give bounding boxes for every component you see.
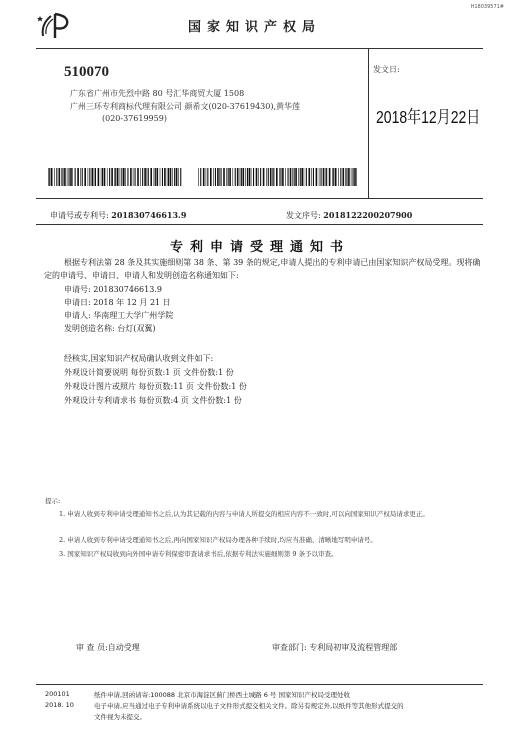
- barcode-bar: [207, 168, 208, 186]
- barcode-bar: [309, 168, 311, 186]
- document-serial-number: [286, 210, 412, 221]
- barcode-bar: [101, 168, 102, 186]
- barcode-bar: [325, 168, 326, 186]
- barcode-bar: [104, 168, 106, 186]
- barcode-bar: [59, 168, 61, 186]
- barcode-bar: [64, 168, 66, 186]
- barcode-bar: [333, 168, 334, 186]
- barcode-bar: [142, 168, 143, 186]
- barcode-bar: [311, 168, 312, 186]
- examiner: 审 查 员:自动受理: [76, 643, 140, 652]
- barcode-bar: [98, 168, 100, 186]
- barcode-bar: [130, 168, 132, 186]
- barcode-bar: [102, 168, 103, 186]
- barcode-right: [198, 168, 358, 186]
- footer-line-1: 纸件申请,回函请寄:100088 北京市海淀区蓟门桥西土城路 6 号 国家知识产权局受理处收: [94, 691, 350, 699]
- hint-item: 2. 申请人收到专利申请受理通知书之后,再向国家知识产权局办理各种手续时,均应当准确、清晰地写明申请号。: [59, 536, 377, 544]
- barcode-bar: [282, 168, 284, 186]
- barcode-bar: [249, 168, 251, 186]
- barcode-bar: [229, 168, 231, 186]
- header-divider: [368, 48, 369, 198]
- barcode-bar: [56, 168, 57, 186]
- barcode-bar: [140, 168, 141, 186]
- footer-line-3: 文件视为未提交。: [94, 713, 146, 721]
- address-line-1: 广东省广州市先烈中路 80 号汇华商贸大厦 1508: [70, 89, 245, 98]
- barcode-bar: [168, 168, 169, 186]
- barcode-bar: [121, 168, 122, 186]
- address-line-3: (020-37619959): [102, 114, 167, 123]
- barcode-bar: [92, 168, 94, 186]
- file-item: 外观设计专利请求书 每份页数:4 页 文件份数:1 份: [64, 396, 242, 405]
- barcode-bar: [178, 168, 179, 186]
- barcode-bar: [280, 168, 281, 186]
- barcode-bar: [240, 168, 241, 186]
- barcode-bar: [125, 168, 126, 186]
- barcode-bar: [123, 168, 125, 186]
- barcode-bar: [89, 168, 90, 186]
- barcode-bar: [243, 168, 245, 186]
- barcode-bar: [306, 168, 307, 186]
- barcode-bar: [176, 168, 178, 186]
- barcode-bar: [319, 168, 320, 186]
- file-item: 外观设计图片或照片 每份页数:11 页 文件份数:1 份: [64, 382, 247, 391]
- barcode-bar: [77, 168, 79, 186]
- barcode-bar: [237, 168, 239, 186]
- footer-code-2: 2018. 10: [45, 701, 74, 709]
- barcode-bar: [356, 168, 357, 186]
- barcode-bar: [155, 168, 156, 186]
- barcode-bar: [160, 168, 161, 186]
- barcode-bar: [345, 168, 346, 186]
- barcode-bar: [316, 168, 318, 186]
- barcode-bar: [148, 168, 149, 186]
- application-number: [50, 210, 186, 221]
- barcode-bar: [198, 168, 199, 186]
- field-invention-title: 发明创造名称: 台灯(双翼): [64, 324, 156, 333]
- barcode-bar: [270, 168, 272, 186]
- barcode-bar: [115, 168, 116, 186]
- barcode-bar: [251, 168, 252, 186]
- barcode-bar: [107, 168, 108, 186]
- barcode-bar: [354, 168, 356, 186]
- postcode: 510070: [64, 64, 109, 80]
- barcode-bar: [340, 168, 341, 186]
- barcode-bar: [80, 168, 81, 186]
- send-date-value: 2018年12月22日: [376, 106, 481, 127]
- barcode-bar: [51, 168, 53, 186]
- barcode-bar: [154, 168, 155, 186]
- barcode-bar: [247, 168, 248, 186]
- barcode-bar: [323, 168, 325, 186]
- barcode-bar: [61, 168, 62, 186]
- barcode-bar: [226, 168, 227, 186]
- cnipa-logo-icon: [37, 10, 73, 40]
- barcode-bar: [135, 168, 136, 186]
- barcode-bar: [245, 168, 246, 186]
- barcode-bar: [72, 168, 73, 186]
- barcode-bar: [84, 168, 86, 186]
- field-filing-date: 申请日: 2018 年 12 月 21 日: [64, 298, 171, 307]
- field-applicant: 申请人: 华南理工大学广州学院: [64, 311, 174, 320]
- barcode-bar: [273, 168, 274, 186]
- barcode-bar: [343, 168, 345, 186]
- barcode-bar: [180, 168, 181, 186]
- barcode-bar: [144, 168, 146, 186]
- barcode-bar: [221, 168, 222, 186]
- barcode-bar: [241, 168, 242, 186]
- barcode-bar: [256, 168, 258, 186]
- barcode-bar: [353, 168, 354, 186]
- barcode-bar: [332, 168, 333, 186]
- barcode-bar: [279, 168, 280, 186]
- barcode-bar: [69, 168, 70, 186]
- barcode-bar: [346, 168, 347, 186]
- barcode-bar: [235, 168, 236, 186]
- barcode-bar: [137, 168, 139, 186]
- application-number-value: 201830746613.9: [111, 210, 187, 220]
- barcode-bar: [133, 168, 134, 186]
- field-application-no: 申请号: 201830746613.9: [64, 285, 162, 294]
- barcode-bar: [94, 168, 95, 186]
- header-rule: [36, 48, 483, 49]
- barcode-bar: [253, 168, 254, 186]
- barcode-bar: [260, 168, 261, 186]
- barcode-bar: [290, 168, 292, 186]
- hint-item: 3. 国家知识产权局收到向外国申请专利保密审查请求书后,依据专利法实施细则第 9 条予以审查。: [59, 550, 338, 558]
- barcode-bar: [228, 168, 229, 186]
- barcode-bar: [162, 168, 163, 186]
- barcode-bar: [174, 168, 175, 186]
- barcode-bar: [263, 168, 265, 186]
- barcode-bar: [203, 168, 205, 186]
- barcode-bar: [114, 168, 115, 186]
- barcode-bar: [326, 168, 327, 186]
- barcode-bar: [200, 168, 201, 186]
- barcode-bar: [150, 168, 152, 186]
- barcode-bar: [111, 168, 113, 186]
- barcode-bar: [329, 168, 331, 186]
- barcode-bar: [172, 168, 173, 186]
- barcode-bar: [164, 168, 166, 186]
- intro-paragraph: 根据专利法第 28 条及其实施细则第 38 条、第 39 条的规定,申请人提出的专利申请已由国家知识产权局受理。现将确定的申请号、申请日、申请人和发明创造名称通知如下:: [44, 258, 481, 280]
- barcode-bar: [300, 168, 301, 186]
- barcode-bar: [95, 168, 96, 186]
- barcode-bar: [266, 168, 267, 186]
- barcode-bar: [258, 168, 259, 186]
- barcode-bar: [276, 168, 278, 186]
- barcode-bar: [120, 168, 121, 186]
- barcode-bar: [217, 168, 219, 186]
- barcode-bar: [88, 168, 89, 186]
- barcode-bar: [321, 168, 322, 186]
- barcode-bar: [351, 168, 352, 186]
- barcode-bar: [213, 168, 214, 186]
- barcode-bar: [127, 168, 128, 186]
- barcode-bar: [294, 168, 295, 186]
- document-serial: H18039571#: [470, 4, 504, 10]
- barcode-bar: [348, 168, 350, 186]
- footer-code-1: 200101: [45, 690, 70, 698]
- barcode-bar: [301, 168, 303, 186]
- agency-name: 国家知识产权局: [188, 20, 322, 35]
- title-rule: [36, 224, 483, 225]
- barcode-bar: [219, 168, 220, 186]
- barcode-bar: [298, 168, 299, 186]
- doc-serial-value: 2018122200207900: [323, 210, 413, 220]
- barcode-bar: [233, 168, 234, 186]
- barcode-bar: [82, 168, 83, 186]
- barcode-bar: [49, 168, 50, 186]
- barcode-bar: [147, 168, 148, 186]
- hint-item: 1. 申请人收到专利申请受理通知书之后,认为其记载的内容与申请人所提交的相应内容不一致时,可以向国家知识产权局请求更正。: [59, 510, 429, 518]
- address-line-2: 广州三环专利商标代理有限公司 颜希文(020-37619430),黄华莲: [70, 102, 301, 111]
- footer-rule: [36, 684, 483, 685]
- send-date-label: 发文日:: [373, 65, 400, 74]
- barcode-bar: [288, 168, 289, 186]
- barcode-bar: [157, 168, 159, 186]
- barcode-bar: [272, 168, 273, 186]
- barcode-bar: [210, 168, 212, 186]
- barcode-bar: [48, 168, 49, 186]
- barcode-bar: [54, 168, 55, 186]
- barcode-bar: [109, 168, 110, 186]
- examination-department: 审查部门: 专利局初审及流程管理部: [272, 643, 398, 652]
- verified-intro: 经核实,国家知识产权局确认收到文件如下:: [64, 354, 214, 363]
- barcode-bar: [335, 168, 337, 186]
- barcode-bar: [75, 168, 76, 186]
- barcode-bar: [338, 168, 339, 186]
- barcode-bar: [285, 168, 286, 186]
- barcode-bar: [206, 168, 207, 186]
- barcode-bar: [67, 168, 68, 186]
- barcode-bar: [223, 168, 225, 186]
- barcode-bar: [62, 168, 63, 186]
- application-number-label: 申请号或专利号:: [50, 211, 109, 220]
- notice-title: 专利申请受理通知书: [169, 240, 350, 255]
- barcode-bar: [170, 168, 172, 186]
- barcode-bar: [304, 168, 305, 186]
- barcode-bar: [313, 168, 314, 186]
- barcode-bar: [215, 168, 216, 186]
- barcode-bar: [167, 168, 168, 186]
- barcode-bar: [268, 168, 269, 186]
- barcode-bar: [292, 168, 293, 186]
- barcode-left: [48, 168, 183, 186]
- hints-label: 提示:: [45, 497, 61, 505]
- barcode-bar: [70, 168, 72, 186]
- footer-line-2: 电子申请,应当通过电子专利申请系统以电子文件形式提交相关文件。除另有规定外,以纸件等其他形式提交的: [94, 702, 404, 710]
- id-rule: [36, 198, 483, 199]
- doc-serial-label: 发文序号:: [286, 211, 321, 220]
- barcode-bar: [295, 168, 297, 186]
- file-item: 外观设计简要说明 每份页数:1 页 文件份数:1 份: [64, 368, 234, 377]
- barcode-bar: [117, 168, 119, 186]
